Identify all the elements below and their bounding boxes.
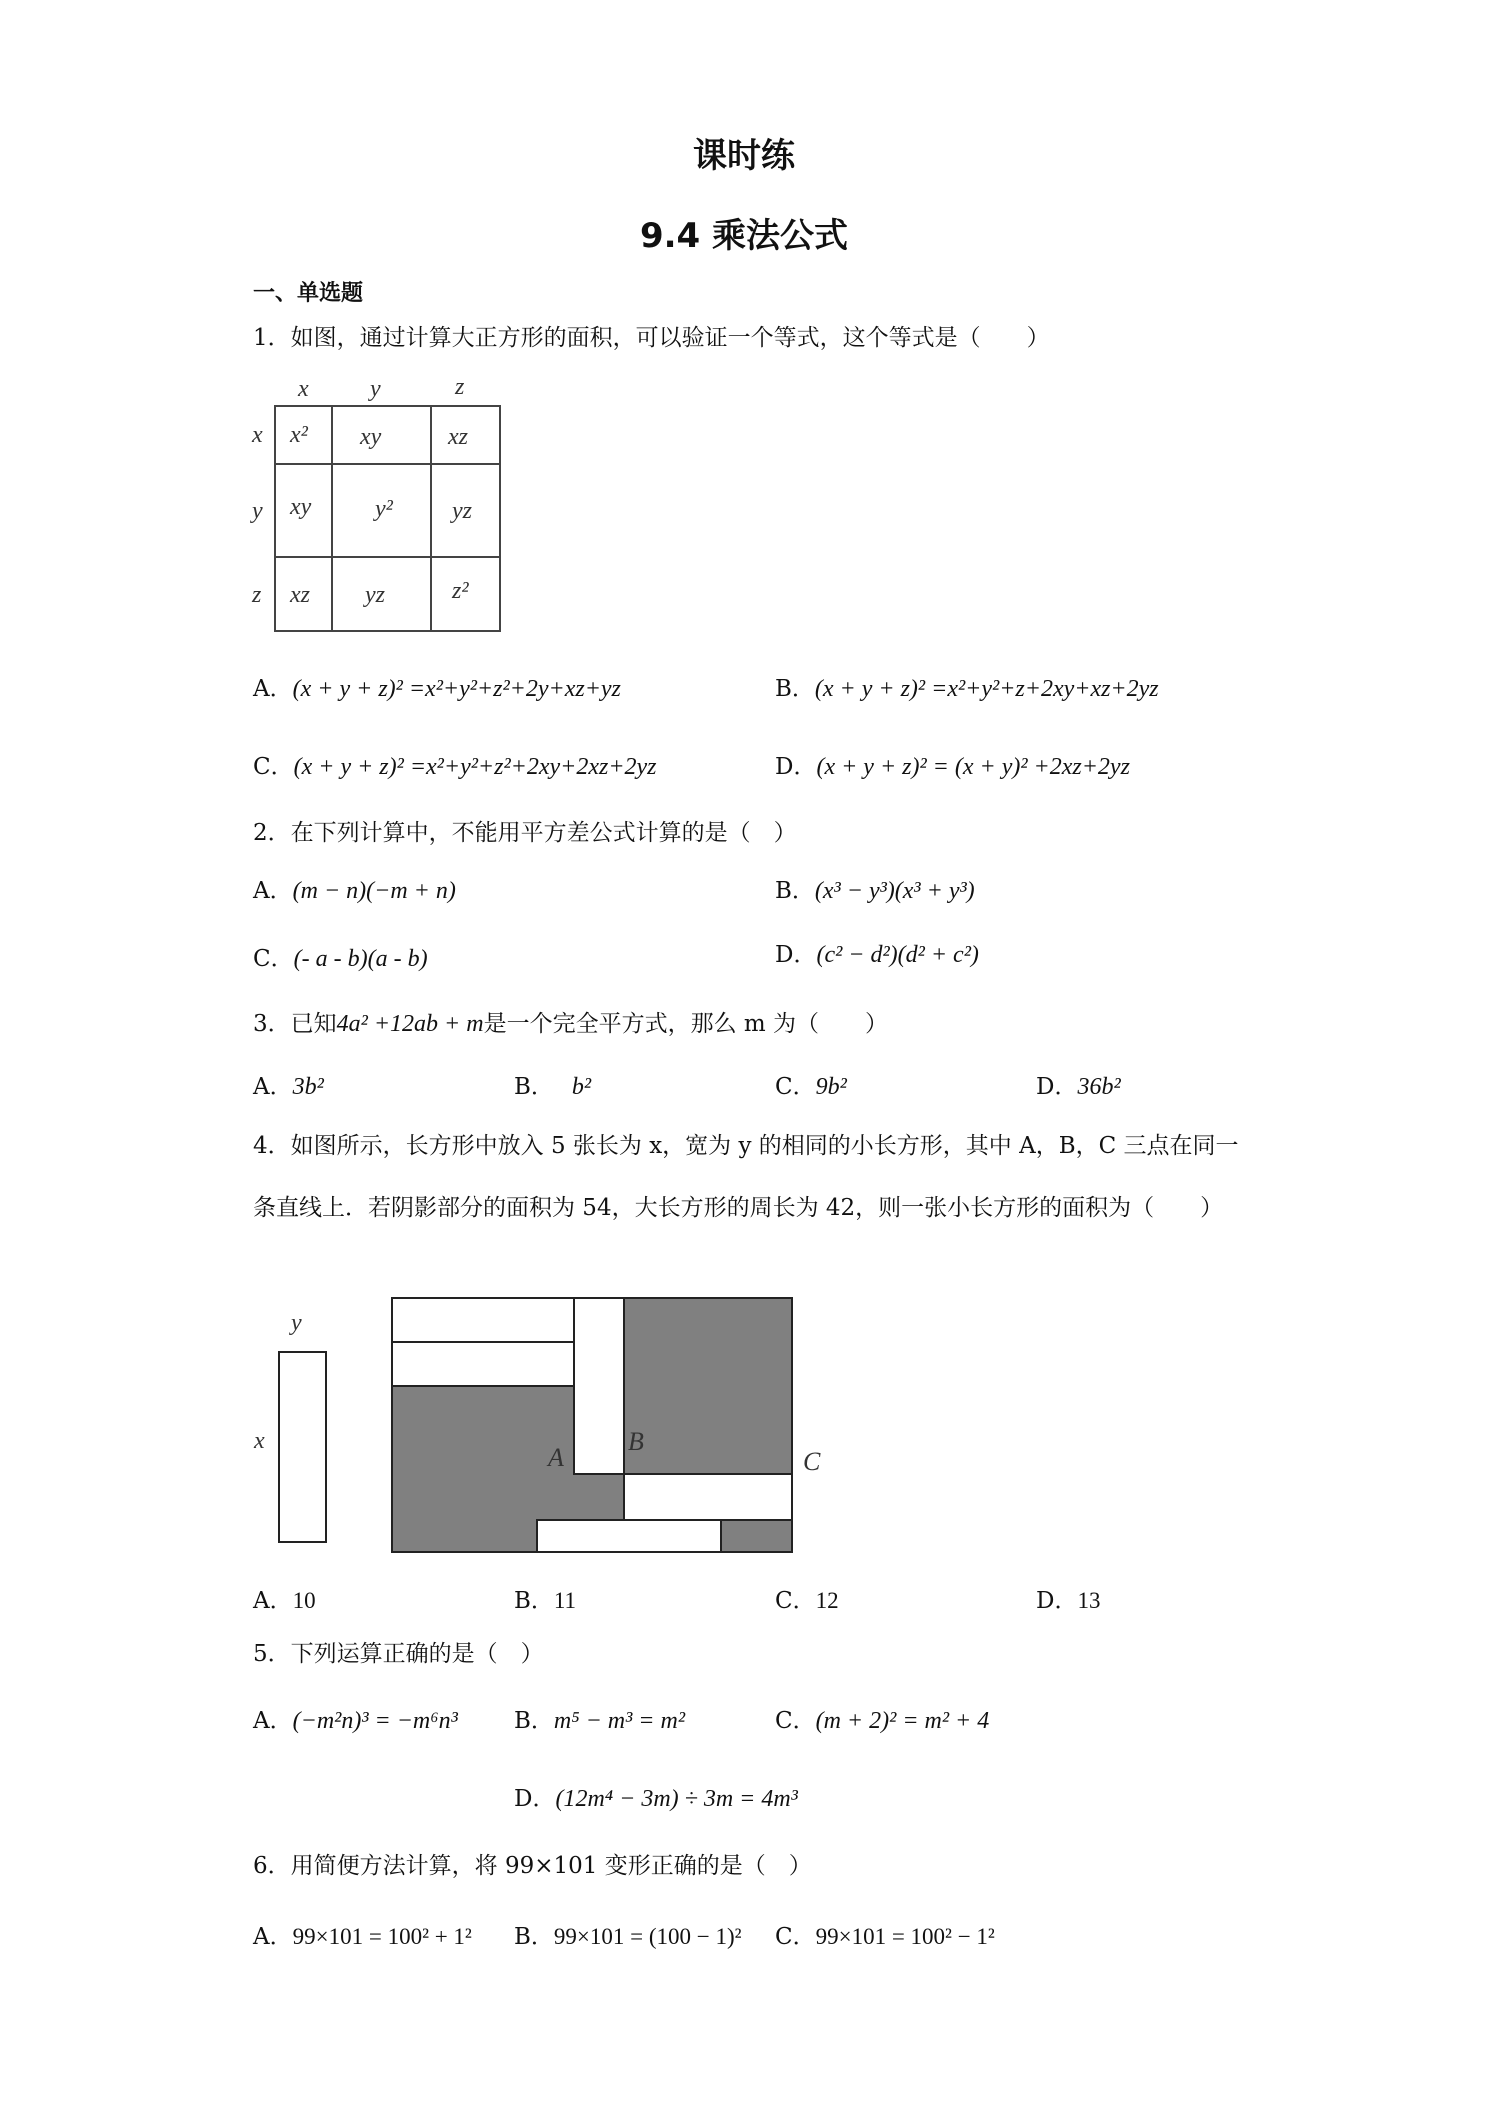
question-2-option-a[interactable] [253, 872, 456, 905]
option-label: A． [253, 676, 293, 702]
option-label: B． [514, 1074, 554, 1100]
small-rectangle [279, 1352, 326, 1542]
option-expression: (c² − d²)(d² + c²) [816, 942, 979, 968]
grid-cell: xz [290, 582, 310, 608]
question-3-option-a[interactable] [253, 1068, 324, 1101]
option-label: D． [775, 754, 817, 780]
option-expression: 11 [553, 1588, 577, 1613]
question-3-stem [253, 1006, 1243, 1042]
inner-rect-right [624, 1474, 792, 1520]
question-1-option-d[interactable] [775, 748, 1130, 781]
inner-rect-bottom [537, 1520, 721, 1552]
grid-col-head-y: y [370, 376, 381, 402]
option-expression: 9b² [815, 1074, 847, 1100]
option-label: B． [775, 878, 815, 904]
question-1-option-a[interactable] [253, 670, 621, 703]
grid-row-head-z: z [252, 582, 262, 608]
question-5-option-d[interactable] [514, 1780, 798, 1813]
question-5-stem: 5．下列运算正确的是（ ） [253, 1641, 544, 1667]
point-a-label: A [548, 1443, 564, 1472]
question-4-option-c[interactable] [775, 1582, 839, 1615]
option-expression: (12m⁴ − 3m) ÷ 3m = 4m³ [555, 1786, 798, 1812]
document-subtitle: 9.4 乘法公式 [639, 216, 849, 256]
stem-expression: 4a² +12ab + m [336, 1011, 484, 1037]
grid-cell: xz [448, 424, 468, 450]
small-rect-width-label: y [291, 1310, 302, 1336]
option-expression: (x + y + z)² =x²+y²+z+2xy+xz+2yz [814, 676, 1159, 702]
option-label: A． [253, 1074, 293, 1100]
stem-text: 是一个完全平方式，那么 m 为（ ） [483, 1011, 888, 1037]
option-label: C． [775, 1708, 816, 1734]
question-5-option-a[interactable] [253, 1702, 458, 1735]
option-label: C． [253, 946, 294, 972]
option-expression: (−m²n)³ = −m⁶n³ [292, 1708, 458, 1734]
question-6-stem: 6．用简便方法计算，将 99×101 变形正确的是（ ） [253, 1853, 812, 1879]
question-3-option-b[interactable] [514, 1068, 591, 1101]
question-2-option-c[interactable] [253, 940, 428, 973]
option-label: A． [253, 878, 293, 904]
grid-col-head-z: z [455, 374, 465, 400]
option-expression: 10 [292, 1588, 316, 1613]
option-expression: 99×101 = (100 − 1)² [553, 1924, 742, 1949]
small-rect-height-label: x [254, 1428, 265, 1454]
option-expression: 3b² [292, 1074, 324, 1100]
point-b-label: B [628, 1427, 644, 1456]
option-expression: 12 [815, 1588, 839, 1613]
question-5-option-b[interactable] [514, 1702, 685, 1735]
grid-cell: yz [365, 582, 385, 608]
option-expression: (- a - b)(a - b) [293, 946, 428, 972]
option-label: D． [1036, 1588, 1078, 1614]
option-label: D． [514, 1786, 556, 1812]
option-expression: b² [571, 1074, 592, 1100]
question-4-option-b[interactable] [514, 1582, 576, 1615]
grid-row-head-y: y [252, 498, 263, 524]
option-expression: (x + y + z)² =x²+y²+z²+2y+xz+yz [292, 676, 621, 702]
option-expression: 99×101 = 100² − 1² [815, 1924, 995, 1949]
question-6-option-a[interactable] [253, 1918, 472, 1951]
point-c-label: C [803, 1447, 821, 1476]
option-expression: (x + y + z)² =x²+y²+z²+2xy+2xz+2yz [293, 754, 657, 780]
question-6-option-b[interactable] [514, 1918, 742, 1951]
question-4-option-a[interactable] [253, 1582, 316, 1615]
option-label: D． [775, 942, 817, 968]
option-expression: 13 [1077, 1588, 1101, 1613]
option-label: C． [775, 1074, 816, 1100]
grid-cell: xy [360, 424, 382, 450]
grid-cell: xy [290, 494, 312, 520]
option-label: B． [514, 1924, 554, 1950]
option-label: B． [514, 1588, 554, 1614]
option-label: A． [253, 1708, 293, 1734]
question-4-figure [240, 1290, 840, 1570]
question-5-option-c[interactable] [775, 1702, 989, 1735]
option-label: A． [253, 1924, 293, 1950]
question-1-option-c[interactable] [253, 748, 657, 781]
question-2-stem: 2．在下列计算中，不能用平方差公式计算的是（ ） [253, 820, 797, 846]
question-6-option-c[interactable] [775, 1918, 995, 1951]
question-2-option-b[interactable] [775, 872, 975, 905]
option-expression: m⁵ − m³ = m² [553, 1708, 686, 1734]
section-heading: 一、单选题 [253, 281, 364, 306]
question-1-figure [240, 366, 510, 636]
question-4-stem: 4．如图所示，长方形中放入 5 张长为 x，宽为 y 的相同的小长方形，其中 A，B，C 三点在同一条直线上．若阴影部分的面积为 54，大长方形的周长为 42，则一张小长方形的面积为（ ） [253, 1133, 1239, 1221]
inner-rect-top-1 [392, 1298, 574, 1342]
option-expression: (x³ − y³)(x³ + y³) [814, 878, 975, 904]
option-label: C． [775, 1924, 816, 1950]
option-label: B． [514, 1708, 554, 1734]
option-label: B． [775, 676, 815, 702]
question-1-stem: 1．如图，通过计算大正方形的面积，可以验证一个等式，这个等式是（ ） [253, 325, 1050, 351]
question-1-option-b[interactable] [775, 670, 1159, 703]
option-label: A． [253, 1588, 293, 1614]
option-expression: 36b² [1077, 1074, 1121, 1100]
question-2-option-d[interactable] [775, 936, 979, 969]
question-3-option-d[interactable] [1036, 1068, 1121, 1101]
option-expression: (x + y + z)² = (x + y)² +2xz+2yz [816, 754, 1130, 780]
inner-rect-top-2 [392, 1342, 574, 1386]
stem-text: 3．已知 [253, 1011, 337, 1037]
grid-cell: y² [375, 496, 393, 522]
question-4-option-d[interactable] [1036, 1582, 1100, 1615]
grid-col-head-x: x [298, 376, 309, 402]
option-label: C． [253, 754, 294, 780]
inner-rect-vertical [574, 1298, 624, 1474]
option-expression: (m − n)(−m + n) [292, 878, 456, 904]
question-3-option-c[interactable] [775, 1068, 847, 1101]
option-label: C． [775, 1588, 816, 1614]
option-label: D． [1036, 1074, 1078, 1100]
document-title: 课时练 [693, 136, 795, 176]
grid-row-head-x: x [252, 422, 263, 448]
grid-cell: z² [452, 578, 469, 604]
option-expression: 99×101 = 100² + 1² [292, 1924, 472, 1949]
grid-cell: yz [452, 498, 472, 524]
option-expression: (m + 2)² = m² + 4 [815, 1708, 990, 1734]
grid-cell: x² [290, 422, 308, 448]
